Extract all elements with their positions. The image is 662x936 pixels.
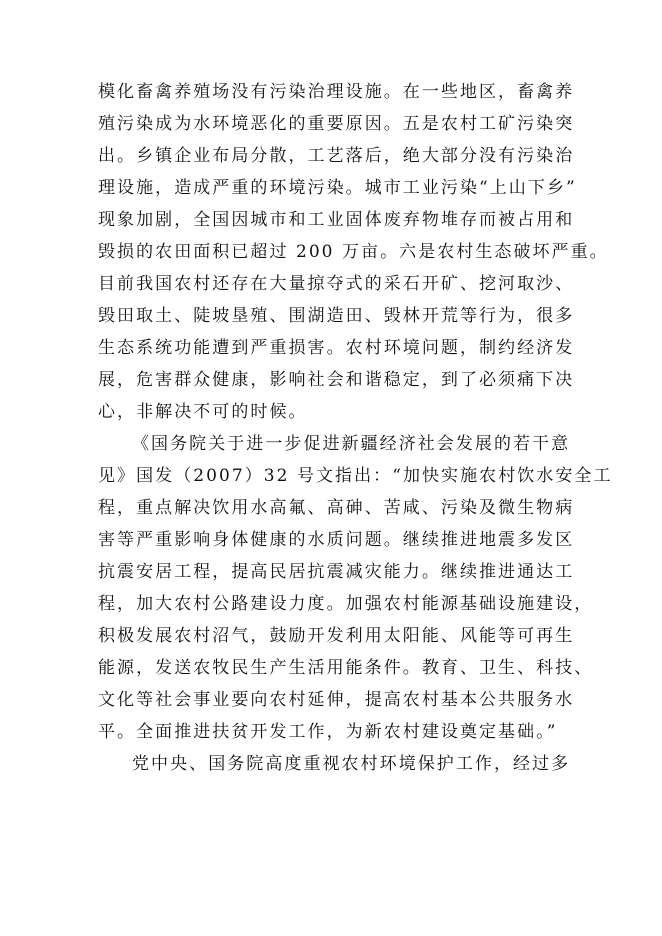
text-line: 毁损的农田面积已超过 200 万亩。六是农村生态破坏严重。 <box>98 242 609 262</box>
text-line: 平。全面推进扶贫开发工作，为新农村建设奠定基础。” <box>98 722 558 742</box>
text-line: 积极发展农村沼气，鼓励开发利用太阳能、风能等可再生 <box>98 626 575 646</box>
text-line: 心，非解决不可的时候。 <box>98 402 308 422</box>
text-line: 毁田取土、陡坡垦殖、围湖造田、毁林开荒等行为，很多 <box>98 306 575 326</box>
text-line: 模化畜禽养殖场没有污染治理设施。在一些地区，畜禽养 <box>98 82 575 102</box>
text-line: 害等严重影响身体健康的水质问题。继续推进地震多发区 <box>98 530 575 550</box>
text-line: 出。乡镇企业布局分散，工艺落后，绝大部分没有污染治 <box>98 146 575 166</box>
text-line: 生态系统功能遭到严重损害。农村环境问题，制约经济发 <box>98 338 575 358</box>
text-line: 抗震安居工程，提高民居抗震减灾能力。继续推进通达工 <box>98 562 575 582</box>
text-line: 理设施，造成严重的环境污染。城市工业污染“上山下乡” <box>98 178 577 198</box>
text-line: 程，加大农村公路建设力度。加强农村能源基础设施建设， <box>98 594 594 614</box>
body-text <box>98 76 613 780</box>
text-line: 现象加剧，全国因城市和工业固体废弃物堆存而被占用和 <box>98 210 575 230</box>
text-line: 目前我国农村还存在大量掠夺式的采石开矿、挖河取沙、 <box>98 274 575 294</box>
text-line: 殖污染成为水环境恶化的重要原因。五是农村工矿污染突 <box>98 114 575 134</box>
paragraph-start-line: 《国务院关于进一步促进新疆经济社会发展的若干意 <box>132 434 571 454</box>
text-line: 文化等社会事业要向农村延伸，提高农村基本公共服务水 <box>98 690 575 710</box>
text-line: 程，重点解决饮用水高氟、高砷、苦咸、污染及微生物病 <box>98 498 575 518</box>
text-line: 展，危害群众健康，影响社会和谐稳定，到了必须痛下决 <box>98 370 575 390</box>
paragraph-start-line: 党中央、国务院高度重视农村环境保护工作，经过多 <box>132 754 571 774</box>
text-line: 能源，发送农牧民生产生活用能条件。教育、卫生、科技、 <box>98 658 594 678</box>
text-line: 见》国发（2007）32 号文指出：“加快实施农村饮水安全工 <box>98 466 613 486</box>
